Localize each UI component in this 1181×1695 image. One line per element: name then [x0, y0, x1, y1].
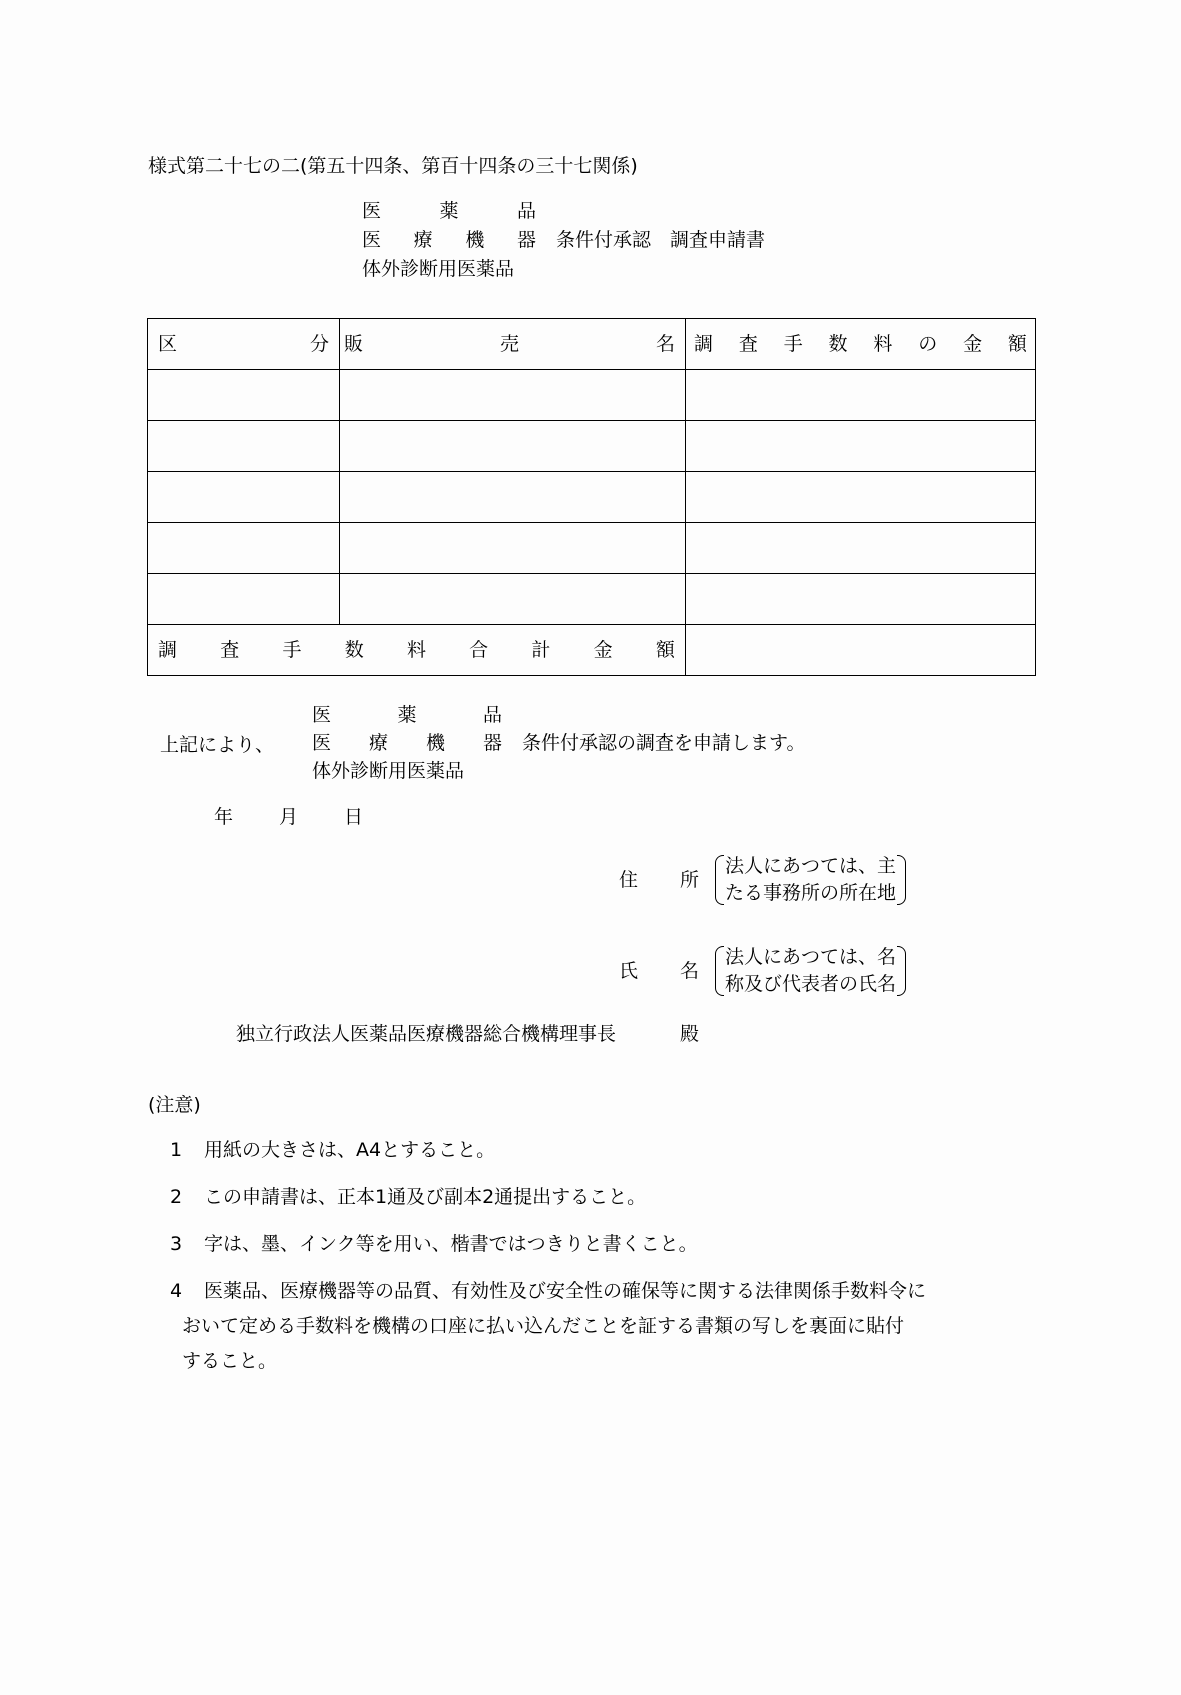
header-sales-name [340, 319, 686, 370]
cell-fee-amount[interactable] [686, 523, 1036, 574]
total-char: 調 [158, 638, 178, 661]
table-row [148, 574, 1036, 625]
title-char: 品 [516, 200, 536, 222]
header-fee-amount [686, 319, 1036, 370]
name-note-line: 法人にあつては、名 [725, 946, 897, 968]
cell-fee-amount[interactable] [686, 472, 1036, 523]
name-note [715, 944, 906, 998]
cell-sales-name[interactable] [340, 421, 686, 472]
total-value[interactable] [686, 625, 1036, 676]
declaration-char: 薬 [397, 703, 417, 726]
label-char: 名 [679, 959, 699, 982]
title-char: 薬 [439, 200, 459, 222]
date-year: 年 [214, 806, 234, 828]
table-header-row [148, 319, 1036, 370]
title-char: 機 [465, 229, 485, 251]
addressee-org: 独立行政法人医薬品医療機器総合機構理事長 [236, 1023, 617, 1045]
cell-category[interactable] [148, 523, 340, 574]
declaration-char: 機 [425, 731, 445, 754]
note-continuation: おいて定める手数料を機構の口座に払い込んだことを証する書類の写しを裏面に貼付 [182, 1315, 905, 1337]
note-text: 字は、墨、インク等を用い、楷書ではつきりと書くこと。 [204, 1233, 698, 1255]
cell-fee-amount[interactable] [686, 574, 1036, 625]
addressee-honorific: 殿 [680, 1023, 700, 1045]
header-char: 売 [499, 332, 519, 355]
declaration-char: 療 [368, 731, 388, 754]
total-char: 合 [469, 638, 489, 661]
cell-sales-name[interactable] [340, 370, 686, 421]
table-row [148, 370, 1036, 421]
declaration-char: 医 [312, 731, 332, 754]
cell-category[interactable] [148, 421, 340, 472]
note-item [170, 1235, 698, 1254]
addressee [236, 1025, 699, 1044]
cell-category[interactable] [148, 370, 340, 421]
note-continuation: すること。 [182, 1350, 278, 1372]
title-char: 器 [516, 229, 536, 251]
date-month: 月 [279, 806, 299, 828]
note-number: 2 [170, 1186, 183, 1208]
declaration-line-1 [312, 701, 805, 729]
notes-title: (注意) [148, 1094, 201, 1116]
declaration-line-2 [312, 729, 805, 757]
note-item [170, 1282, 926, 1301]
date-day: 日 [344, 806, 364, 828]
title-line-2 [362, 226, 765, 255]
total-label [148, 625, 686, 676]
label-char: 住 [619, 868, 639, 891]
cell-sales-name[interactable] [340, 574, 686, 625]
header-char: 調 [694, 332, 714, 355]
total-char: 査 [220, 638, 240, 661]
header-category [148, 319, 340, 370]
header-char: 名 [655, 332, 675, 355]
title-suffix: 条件付承認 調査申請書 [556, 229, 766, 251]
table-row [148, 421, 1036, 472]
cell-category[interactable] [148, 472, 340, 523]
table-row [148, 523, 1036, 574]
label-char: 所 [679, 868, 699, 891]
note-item [170, 1188, 646, 1207]
declaration-char: 医 [312, 703, 332, 726]
note-text: 医薬品、医療機器等の品質、有効性及び安全性の確保等に関する法律関係手数料令に [204, 1280, 927, 1302]
name-label [619, 959, 699, 982]
table-row [148, 472, 1036, 523]
name-note-line: 称及び代表者の氏名 [725, 973, 897, 995]
header-char: 手 [783, 332, 803, 355]
header-char: 料 [873, 332, 893, 355]
title-char: 療 [413, 229, 433, 251]
header-char: の [918, 332, 938, 355]
address-note-line: 法人にあつては、主 [725, 855, 897, 877]
note-number: 4 [170, 1280, 183, 1302]
total-char: 計 [531, 638, 551, 661]
document-title [362, 197, 765, 284]
declaration-char: 品 [482, 703, 502, 726]
declaration-suffix: 条件付承認の調査を申請します。 [522, 731, 806, 754]
declaration-lead: 上記により、 [160, 734, 275, 756]
total-char: 手 [282, 638, 302, 661]
title-line-1 [362, 197, 765, 226]
address-note [715, 853, 906, 907]
header-char: 区 [158, 332, 178, 355]
note-text: この申請書は、正本1通及び副本2通提出すること。 [204, 1186, 647, 1208]
address-label [619, 868, 699, 891]
header-char: 金 [963, 332, 983, 355]
note-item [170, 1141, 495, 1160]
note-number: 1 [170, 1139, 183, 1161]
header-char: 販 [344, 332, 364, 355]
total-char: 数 [344, 638, 364, 661]
note-number: 3 [170, 1233, 183, 1255]
cell-fee-amount[interactable] [686, 421, 1036, 472]
total-char: 料 [406, 638, 426, 661]
header-char: 額 [1007, 332, 1027, 355]
total-char: 金 [593, 638, 613, 661]
note-text: 用紙の大きさは、A4とすること。 [204, 1139, 496, 1161]
cell-category[interactable] [148, 574, 340, 625]
form-reference: 様式第二十七の二(第五十四条、第百十四条の三十七関係) [148, 155, 638, 177]
date-field[interactable] [214, 808, 409, 827]
declaration-line-3: 体外診断用医薬品 [312, 759, 465, 782]
title-line-3: 体外診断用医薬品 [362, 258, 515, 280]
label-char: 氏 [619, 959, 639, 982]
cell-sales-name[interactable] [340, 472, 686, 523]
declaration-body [312, 701, 805, 785]
header-char: 数 [828, 332, 848, 355]
header-char: 査 [738, 332, 758, 355]
address-field[interactable] [619, 853, 906, 907]
address-note-line: たる事務所の所在地 [725, 882, 897, 904]
header-char: 分 [309, 332, 329, 355]
fee-table [147, 318, 1036, 676]
cell-sales-name[interactable] [340, 523, 686, 574]
declaration-char: 器 [482, 731, 502, 754]
cell-fee-amount[interactable] [686, 370, 1036, 421]
name-field[interactable] [619, 944, 906, 998]
table-total-row [148, 625, 1036, 676]
title-char: 医 [362, 200, 382, 222]
title-char: 医 [362, 229, 382, 251]
total-char: 額 [655, 638, 675, 661]
